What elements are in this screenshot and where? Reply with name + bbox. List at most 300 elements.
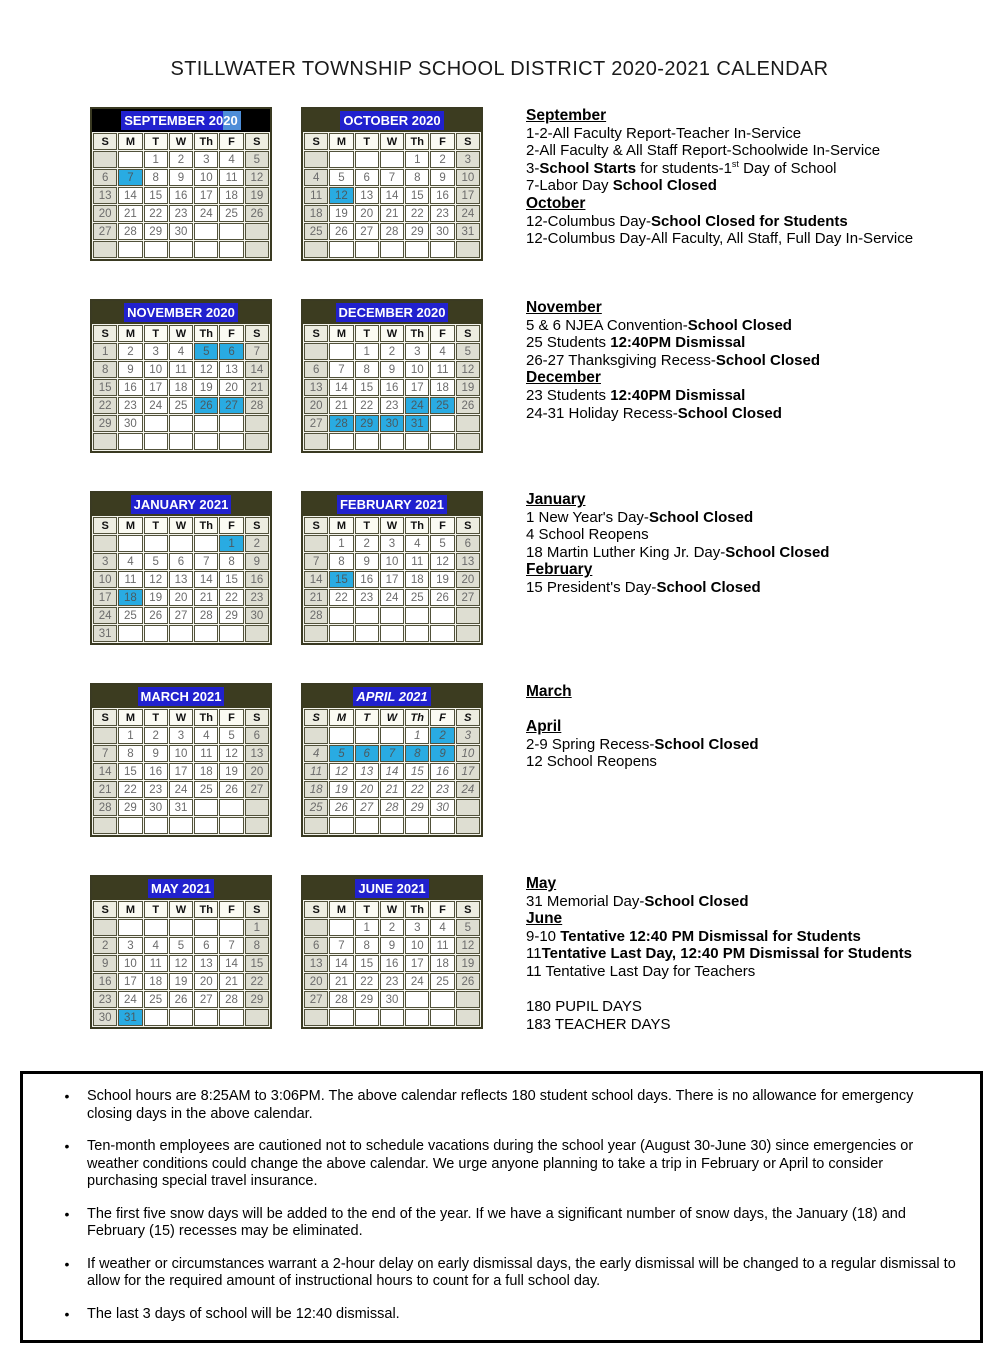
empty-day-cell <box>456 799 480 816</box>
day-cell: 12 <box>329 187 353 204</box>
day-cell: 4 <box>194 727 218 744</box>
empty-day-cell <box>329 1009 353 1026</box>
day-cell: 25 <box>169 397 193 414</box>
week-row <box>304 361 480 378</box>
day-of-week-header: S <box>93 325 117 342</box>
day-cell: 31 <box>405 415 429 432</box>
day-cell: 3 <box>194 151 218 168</box>
empty-day-cell <box>329 151 353 168</box>
day-cell: 26 <box>219 781 243 798</box>
empty-day-cell <box>93 151 117 168</box>
day-of-week-header: M <box>329 517 353 534</box>
day-of-week-header: M <box>118 133 142 150</box>
day-cell: 14 <box>118 187 142 204</box>
day-cell: 26 <box>329 223 353 240</box>
notes-line: 4 School Reopens <box>526 526 649 544</box>
empty-day-cell <box>245 799 269 816</box>
day-cell: 27 <box>456 589 480 606</box>
day-cell: 14 <box>245 361 269 378</box>
day-cell: 5 <box>456 343 480 360</box>
day-cell: 6 <box>93 169 117 186</box>
day-cell: 18 <box>169 379 193 396</box>
day-cell: 29 <box>245 991 269 1008</box>
week-row <box>304 169 480 186</box>
day-cell: 20 <box>194 973 218 990</box>
day-of-week-header: Th <box>194 133 218 150</box>
empty-day-cell <box>329 343 353 360</box>
day-cell: 3 <box>456 151 480 168</box>
notes-line: 180 PUPIL DAYS <box>526 998 642 1016</box>
empty-day-cell <box>456 991 480 1008</box>
month-title-bar <box>92 493 270 516</box>
week-row <box>93 991 269 1008</box>
day-cell: 23 <box>169 205 193 222</box>
calendar-october-2020 <box>301 107 483 261</box>
day-cell: 25 <box>430 973 454 990</box>
week-row <box>93 169 269 186</box>
day-cell: 25 <box>194 781 218 798</box>
week-row <box>304 799 480 816</box>
week-row <box>304 187 480 204</box>
week-row <box>93 817 269 834</box>
month-title: FEBRUARY 2021 <box>337 495 447 514</box>
week-row <box>93 151 269 168</box>
day-cell: 7 <box>304 553 328 570</box>
empty-day-cell <box>118 625 142 642</box>
notes-line: 1 New Year's Day-School Closed <box>526 508 754 526</box>
day-cell: 6 <box>355 745 379 762</box>
empty-day-cell <box>405 241 429 258</box>
bullet-icon: • <box>64 1205 70 1222</box>
day-cell: 20 <box>456 571 480 588</box>
day-cell: 27 <box>355 223 379 240</box>
day-of-week-header: F <box>219 901 243 918</box>
day-cell: 24 <box>456 205 480 222</box>
empty-day-cell <box>219 223 243 240</box>
empty-day-cell <box>169 415 193 432</box>
day-cell: 11 <box>405 553 429 570</box>
notes-line: 11Tentative Last Day, 12:40 PM Dismissal for Students <box>526 945 912 963</box>
day-cell: 11 <box>118 571 142 588</box>
day-cell: 5 <box>245 151 269 168</box>
day-of-week-header: F <box>430 901 454 918</box>
week-row <box>304 571 480 588</box>
day-of-week-row <box>93 133 269 150</box>
empty-day-cell <box>355 607 379 624</box>
day-cell: 1 <box>405 151 429 168</box>
notes-line: 11 Tentative Last Day for Teachers <box>526 962 756 980</box>
day-of-week-header: T <box>144 325 168 342</box>
week-row <box>93 223 269 240</box>
week-row <box>304 955 480 972</box>
week-row <box>93 433 269 450</box>
day-cell: 17 <box>194 187 218 204</box>
notes-month-heading-text: January <box>526 491 586 508</box>
notes-box <box>20 1071 983 1343</box>
empty-day-cell <box>456 607 480 624</box>
week-row <box>304 745 480 762</box>
day-cell: 21 <box>245 379 269 396</box>
empty-day-cell <box>93 919 117 936</box>
bullet-icon: • <box>64 1305 70 1322</box>
day-cell: 15 <box>144 187 168 204</box>
day-cell: 5 <box>430 535 454 552</box>
day-cell: 13 <box>355 763 379 780</box>
notes-line <box>526 981 988 999</box>
month-title-bar <box>92 109 270 132</box>
day-cell: 8 <box>355 361 379 378</box>
day-cell: 1 <box>219 535 243 552</box>
empty-day-cell <box>405 607 429 624</box>
day-cell: 20 <box>219 379 243 396</box>
note-bullet-item <box>47 1306 962 1324</box>
day-of-week-header: Th <box>405 517 429 534</box>
day-of-week-header: W <box>169 133 193 150</box>
day-cell: 25 <box>219 205 243 222</box>
day-cell: 25 <box>144 991 168 1008</box>
day-cell: 7 <box>219 937 243 954</box>
week-row <box>93 607 269 624</box>
notes-line: 3-School Starts for students-1st Day of School <box>526 158 837 177</box>
notes-month-heading <box>526 875 988 893</box>
month-notes <box>526 299 988 422</box>
day-cell: 28 <box>194 607 218 624</box>
day-of-week-header: F <box>219 709 243 726</box>
day-cell: 12 <box>456 361 480 378</box>
day-cell: 29 <box>405 799 429 816</box>
day-cell: 30 <box>93 1009 117 1026</box>
day-of-week-header: W <box>169 709 193 726</box>
empty-day-cell <box>304 727 328 744</box>
month-title: 20 <box>223 111 240 130</box>
calendar-table <box>303 708 481 835</box>
day-cell: 1 <box>144 151 168 168</box>
day-of-week-header: S <box>245 325 269 342</box>
day-cell: 12 <box>430 553 454 570</box>
day-cell: 9 <box>93 955 117 972</box>
day-cell: 28 <box>219 991 243 1008</box>
day-of-week-header: Th <box>194 709 218 726</box>
month-title-bar <box>303 493 481 516</box>
empty-day-cell <box>194 799 218 816</box>
day-cell: 16 <box>144 763 168 780</box>
day-of-week-header: F <box>219 325 243 342</box>
day-cell: 25 <box>405 589 429 606</box>
calendar-table <box>92 132 270 259</box>
calendar-june-2021 <box>301 875 483 1029</box>
day-cell: 10 <box>456 169 480 186</box>
notes-line: 18 Martin Luther King Jr. Day-School Closed <box>526 543 830 561</box>
week-row <box>93 727 269 744</box>
day-cell: 20 <box>304 397 328 414</box>
empty-day-cell <box>219 241 243 258</box>
week-row <box>304 223 480 240</box>
calendar-grid <box>0 107 999 1033</box>
day-cell: 31 <box>118 1009 142 1026</box>
empty-day-cell <box>304 625 328 642</box>
empty-day-cell <box>169 625 193 642</box>
empty-day-cell <box>194 241 218 258</box>
day-cell: 27 <box>194 991 218 1008</box>
day-cell: 18 <box>118 589 142 606</box>
notes-month-heading-text: April <box>526 718 562 736</box>
day-cell: 13 <box>93 187 117 204</box>
week-row <box>93 937 269 954</box>
empty-day-cell <box>118 535 142 552</box>
empty-day-cell <box>194 625 218 642</box>
empty-day-cell <box>219 919 243 936</box>
empty-day-cell <box>430 625 454 642</box>
day-of-week-header: W <box>380 709 404 726</box>
notes-month-heading-text: March <box>526 683 572 700</box>
day-cell: 23 <box>144 781 168 798</box>
day-cell: 19 <box>245 187 269 204</box>
week-row <box>93 1009 269 1026</box>
day-cell: 13 <box>456 553 480 570</box>
day-cell: 8 <box>329 553 353 570</box>
day-cell: 30 <box>430 799 454 816</box>
empty-day-cell <box>169 919 193 936</box>
day-cell: 10 <box>405 361 429 378</box>
empty-day-cell <box>169 535 193 552</box>
week-row <box>93 625 269 642</box>
day-cell: 15 <box>329 571 353 588</box>
day-of-week-header: S <box>304 133 328 150</box>
day-cell: 12 <box>169 955 193 972</box>
empty-day-cell <box>405 991 429 1008</box>
day-cell: 27 <box>304 991 328 1008</box>
day-cell: 19 <box>456 955 480 972</box>
day-cell: 17 <box>118 973 142 990</box>
empty-day-cell <box>380 433 404 450</box>
day-cell: 22 <box>355 973 379 990</box>
empty-day-cell <box>245 241 269 258</box>
day-cell: 4 <box>219 151 243 168</box>
day-cell: 11 <box>144 955 168 972</box>
week-row <box>93 973 269 990</box>
day-cell: 5 <box>329 169 353 186</box>
empty-day-cell <box>245 1009 269 1026</box>
day-cell: 18 <box>304 781 328 798</box>
month-title: DECEMBER 2020 <box>336 303 449 322</box>
empty-day-cell <box>144 535 168 552</box>
empty-day-cell <box>380 241 404 258</box>
day-cell: 9 <box>245 553 269 570</box>
day-cell: 28 <box>380 223 404 240</box>
day-cell: 18 <box>144 973 168 990</box>
day-cell: 3 <box>380 535 404 552</box>
week-row <box>304 535 480 552</box>
day-of-week-row <box>304 133 480 150</box>
day-of-week-header: S <box>304 709 328 726</box>
day-cell: 23 <box>380 973 404 990</box>
notes-month-heading-text: September <box>526 107 607 124</box>
day-cell: 13 <box>355 187 379 204</box>
day-cell: 19 <box>329 781 353 798</box>
day-cell: 19 <box>430 571 454 588</box>
empty-day-cell <box>144 433 168 450</box>
day-cell: 14 <box>380 763 404 780</box>
month-title-bar <box>92 877 270 900</box>
day-cell: 6 <box>219 343 243 360</box>
day-cell: 4 <box>304 169 328 186</box>
week-row <box>304 241 480 258</box>
day-cell: 30 <box>380 991 404 1008</box>
week-row <box>304 817 480 834</box>
day-cell: 2 <box>430 727 454 744</box>
day-cell: 14 <box>329 955 353 972</box>
empty-day-cell <box>245 223 269 240</box>
day-of-week-header: Th <box>194 325 218 342</box>
empty-day-cell <box>93 817 117 834</box>
calendar-may-2021 <box>90 875 272 1029</box>
week-row <box>93 919 269 936</box>
day-cell: 20 <box>304 973 328 990</box>
empty-day-cell <box>405 817 429 834</box>
day-cell: 30 <box>144 799 168 816</box>
day-cell: 8 <box>93 361 117 378</box>
day-cell: 30 <box>245 607 269 624</box>
month-notes <box>526 875 988 1033</box>
day-cell: 14 <box>304 571 328 588</box>
day-of-week-row <box>304 325 480 342</box>
notes-month-heading-text: November <box>526 299 602 316</box>
day-cell: 22 <box>405 781 429 798</box>
empty-day-cell <box>169 241 193 258</box>
day-cell: 21 <box>219 973 243 990</box>
day-of-week-header: M <box>118 709 142 726</box>
month-title-bar <box>303 109 481 132</box>
day-cell: 23 <box>430 205 454 222</box>
empty-day-cell <box>144 625 168 642</box>
day-of-week-header: S <box>304 901 328 918</box>
day-cell: 3 <box>144 343 168 360</box>
day-cell: 29 <box>118 799 142 816</box>
day-cell: 16 <box>380 379 404 396</box>
week-row <box>93 343 269 360</box>
week-row <box>93 361 269 378</box>
day-of-week-row <box>93 709 269 726</box>
day-cell: 16 <box>169 187 193 204</box>
day-cell: 29 <box>355 991 379 1008</box>
empty-day-cell <box>144 817 168 834</box>
day-cell: 29 <box>144 223 168 240</box>
empty-day-cell <box>430 607 454 624</box>
week-row <box>304 415 480 432</box>
empty-day-cell <box>169 433 193 450</box>
empty-day-cell <box>380 607 404 624</box>
day-cell: 4 <box>144 937 168 954</box>
day-cell: 17 <box>144 379 168 396</box>
day-cell: 8 <box>405 745 429 762</box>
notes-month-heading-text: December <box>526 369 601 387</box>
day-cell: 9 <box>144 745 168 762</box>
day-cell: 28 <box>245 397 269 414</box>
day-cell: 27 <box>245 781 269 798</box>
day-cell: 23 <box>380 397 404 414</box>
day-cell: 15 <box>93 379 117 396</box>
day-of-week-header: S <box>304 325 328 342</box>
empty-day-cell <box>245 817 269 834</box>
day-cell: 14 <box>194 571 218 588</box>
day-cell: 18 <box>194 763 218 780</box>
day-of-week-header: F <box>430 517 454 534</box>
empty-day-cell <box>456 241 480 258</box>
day-cell: 31 <box>93 625 117 642</box>
day-cell: 10 <box>194 169 218 186</box>
day-cell: 13 <box>219 361 243 378</box>
day-cell: 7 <box>329 937 353 954</box>
day-cell: 29 <box>405 223 429 240</box>
empty-day-cell <box>118 151 142 168</box>
day-cell: 10 <box>169 745 193 762</box>
week-row <box>304 1009 480 1026</box>
note-bullet-item <box>47 1206 962 1241</box>
week-row <box>304 205 480 222</box>
day-cell: 25 <box>304 799 328 816</box>
day-of-week-header: Th <box>405 325 429 342</box>
empty-day-cell <box>430 433 454 450</box>
day-cell: 28 <box>93 799 117 816</box>
month-title: SEPTEMBER 20 <box>121 111 223 130</box>
month-notes <box>526 491 988 597</box>
day-of-week-header: W <box>169 517 193 534</box>
day-of-week-header: S <box>93 133 117 150</box>
day-of-week-header: M <box>329 325 353 342</box>
notes-month-heading <box>526 195 988 213</box>
day-cell: 24 <box>93 607 117 624</box>
day-cell: 7 <box>93 745 117 762</box>
calendar-january-2021 <box>90 491 272 645</box>
month-title: NOVEMBER 2020 <box>124 303 238 322</box>
empty-day-cell <box>219 1009 243 1026</box>
day-cell: 20 <box>355 205 379 222</box>
notes-month-heading <box>526 299 988 317</box>
empty-day-cell <box>194 223 218 240</box>
day-of-week-row <box>93 517 269 534</box>
day-cell: 2 <box>355 535 379 552</box>
day-cell: 2 <box>380 343 404 360</box>
notes-line: 25 Students 12:40PM Dismissal <box>526 334 746 352</box>
empty-day-cell <box>219 817 243 834</box>
day-cell: 20 <box>169 589 193 606</box>
empty-day-cell <box>355 241 379 258</box>
day-cell: 10 <box>405 937 429 954</box>
day-cell: 26 <box>194 397 218 414</box>
empty-day-cell <box>430 241 454 258</box>
empty-day-cell <box>304 919 328 936</box>
day-cell: 11 <box>304 187 328 204</box>
day-cell: 26 <box>245 205 269 222</box>
week-row <box>304 379 480 396</box>
empty-day-cell <box>456 1009 480 1026</box>
day-cell: 8 <box>118 745 142 762</box>
day-cell: 16 <box>93 973 117 990</box>
day-cell: 28 <box>329 991 353 1008</box>
day-cell: 14 <box>380 187 404 204</box>
day-of-week-header: W <box>380 517 404 534</box>
empty-day-cell <box>93 535 117 552</box>
day-cell: 3 <box>169 727 193 744</box>
day-cell: 31 <box>456 223 480 240</box>
day-of-week-header: S <box>245 517 269 534</box>
day-cell: 30 <box>169 223 193 240</box>
bullet-text: If weather or circumstances warrant a 2-hour delay on early dismissal days, the early dismissal will be changed to a regular dismissal to allow for the required amount of instructional hours to count for a full school day. <box>87 1255 956 1290</box>
day-cell: 19 <box>144 589 168 606</box>
week-row <box>304 553 480 570</box>
day-cell: 23 <box>430 781 454 798</box>
day-cell: 8 <box>355 937 379 954</box>
